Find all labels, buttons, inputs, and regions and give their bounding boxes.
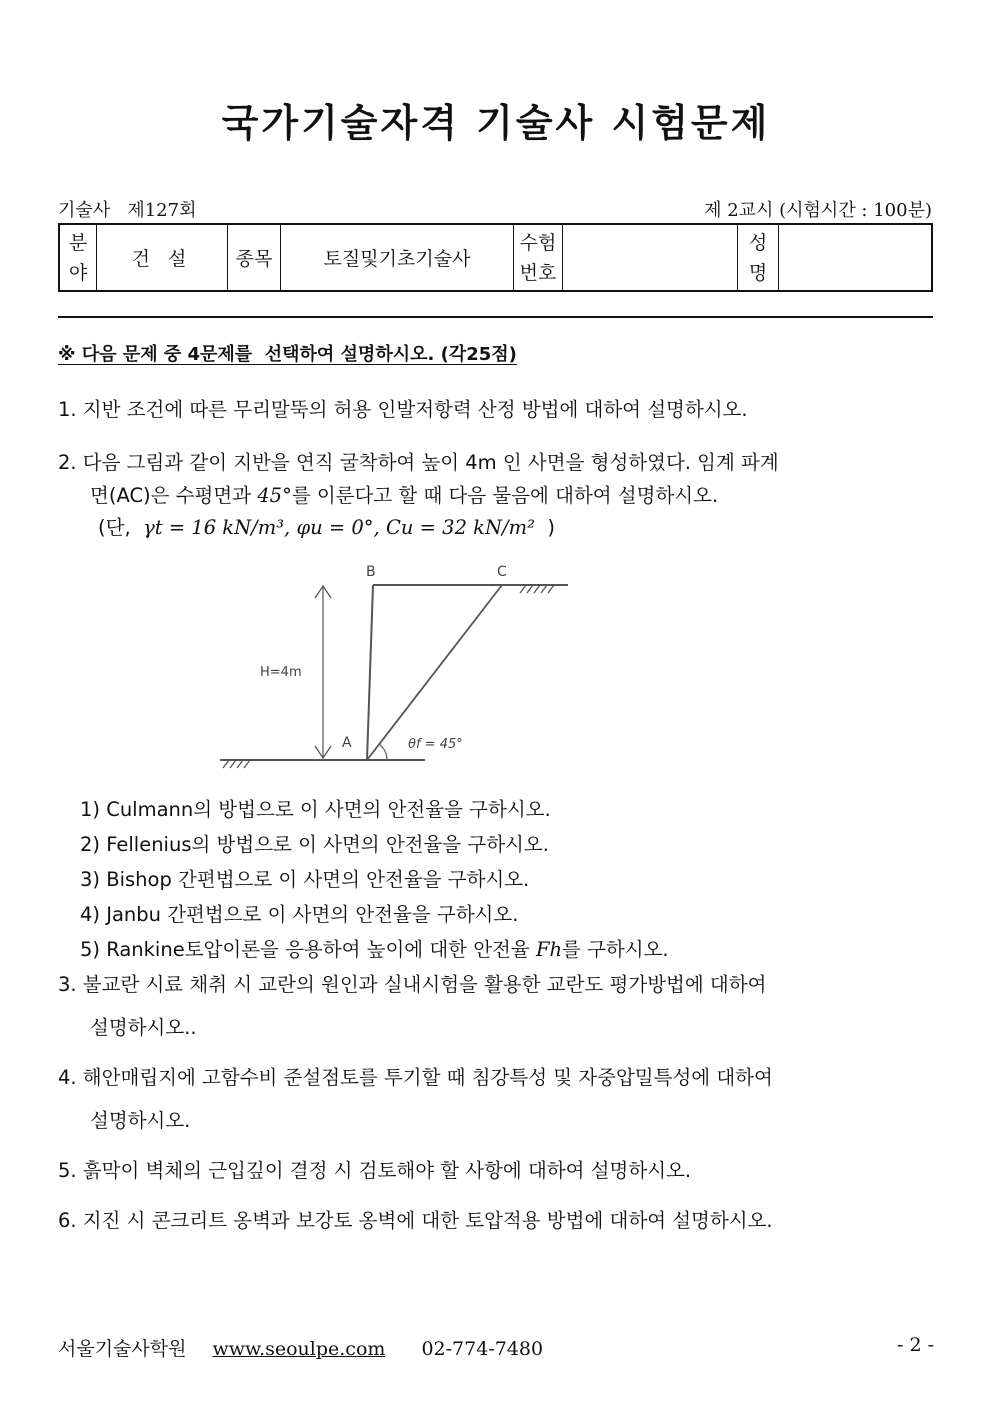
divider [58, 316, 933, 318]
subquestion-4: 4) Janbu 간편법으로 이 사면의 안전율을 구하시오. [80, 903, 519, 926]
question-3-line-1: 3. 불교란 시료 채취 시 교란의 원인과 실내시험을 활용한 교란도 평가방법에 대하여 [58, 973, 767, 996]
label-b: B [366, 564, 376, 580]
question-2-conditions: (단, γt = 16 kN/m³, φu = 0°, Cu = 32 kN/m² ) [98, 516, 555, 539]
page-number: - 2 - [896, 1334, 934, 1356]
subquestion-5: 5) Rankine토압이론을 응용하여 높이에 대한 안전율 Fh를 구하시오. [80, 938, 669, 961]
info-table [58, 223, 933, 292]
angle-arc [379, 744, 387, 760]
label-height: H=4m [260, 665, 302, 680]
category-value: 토질및기초기술사 [281, 224, 514, 291]
field-label: 분 야 [59, 224, 97, 291]
question-4 [58, 1066, 934, 1133]
exam-session: 제 2교시 (시험시간 : 100분) [704, 200, 932, 221]
question-3 [58, 973, 934, 1040]
academy-name: 서울기술사학원 [58, 1338, 187, 1360]
subquestion-2: 2) Fellenius의 방법으로 이 사면의 안전율을 구하시오. [80, 833, 549, 856]
footer [58, 1334, 934, 1361]
question-2-line-1: 2. 다음 그림과 같이 지반을 연직 굴착하여 높이 4m 인 사면을 형성하였다. 임계 파계 [58, 451, 779, 474]
name-field[interactable] [779, 224, 933, 291]
subquestion-3: 3) Bishop 간편법으로 이 사면의 안전율을 구하시오. [80, 868, 530, 891]
question-4-line-1: 4. 해안매립지에 고함수비 준설점토를 투기할 때 침강특성 및 자중압밀특성에 대하여 [58, 1066, 773, 1089]
label-c: C [497, 564, 507, 580]
category-label: 종목 [228, 224, 281, 291]
subquestion-1: 1) Culmann의 방법으로 이 사면의 안전율을 구하시오. [80, 798, 551, 821]
question-3-line-2: 설명하시오.. [90, 1016, 197, 1039]
field-value: 건 설 [97, 224, 228, 291]
question-5: 5. 흙막이 벽체의 근입깊이 결정 시 검토해야 할 사항에 대하여 설명하시오. [58, 1159, 692, 1182]
label-a: A [342, 735, 352, 751]
exam-number-label: 수험 번호 [514, 224, 563, 291]
question-6: 6. 지진 시 콘크리트 옹벽과 보강토 옹벽에 대한 토압적용 방법에 대하여 설명하시오. [58, 1209, 773, 1232]
vertical-cut-ab [367, 585, 373, 760]
failure-plane-ac [367, 585, 502, 760]
instruction: ※ 다음 문제 중 4문제를 선택하여 설명하시오. (각25점) [58, 344, 517, 365]
question-2-line-2: 면(AC)은 수평면과 45°를 이룬다고 할 때 다음 물음에 대하여 설명하시오. [90, 484, 719, 507]
slope-figure [215, 560, 575, 770]
bottom-hatch [223, 760, 250, 768]
question-1: 1. 지반 조건에 따른 무리말뚝의 허용 인발저항력 산정 방법에 대하여 설명하시오. [58, 398, 748, 421]
website-link[interactable]: www.seoulpe.com [212, 1338, 386, 1360]
name-label: 성 명 [738, 224, 779, 291]
exam-round: 기술사 제127회 [58, 200, 197, 221]
question-4-line-2: 설명하시오. [90, 1109, 191, 1132]
exam-meta [58, 196, 932, 220]
label-theta: θf = 45° [408, 737, 463, 752]
phone-number: 02-774-7480 [421, 1338, 544, 1360]
top-hatch [520, 585, 554, 593]
exam-number-field[interactable] [563, 224, 738, 291]
page-title: 국가기술자격 기술사 시험문제 [221, 100, 771, 145]
question-2 [58, 451, 934, 540]
